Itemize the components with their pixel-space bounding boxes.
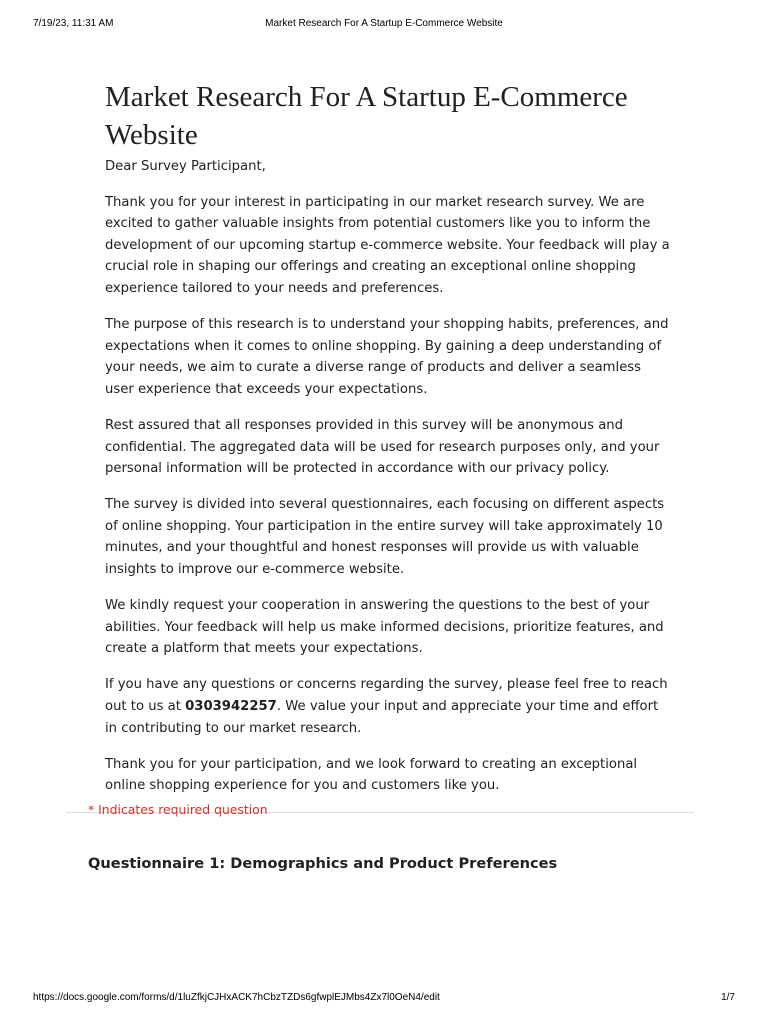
description-paragraph: The survey is divided into several questionnaires, each focusing on different aspects of online shopping. Your participation in the entire survey will take approximately 10 minutes, and your thoughtful and honest responses will provide us with valuable insights to improve our e-commerce website. bbox=[105, 497, 665, 577]
form-description bbox=[105, 156, 670, 811]
print-header bbox=[0, 18, 768, 34]
description-paragraph: Thank you for your interest in participating in our market research survey. We are excited to gather valuable insights from potential customers like you to inform the development of our upcoming startup e-commerce website. Your feedback will play a crucial role in shaping our offerings and creating an exceptional online shopping experience tailored to your needs and preferences. bbox=[105, 194, 670, 296]
description-paragraph: The purpose of this research is to understand your shopping habits, preferences, and expectations when it comes to online shopping. By gaining a deep understanding of your needs, we aim to curate a diverse range of products and deliver a seamless user experience that exceeds your expectations. bbox=[105, 317, 669, 397]
page-indicator: 1/7 bbox=[721, 992, 735, 1003]
contact-paragraph bbox=[105, 674, 670, 739]
print-url: https://docs.google.com/forms/d/1luZfkjCJHxACK7hCbzTZDs6gfwplEJMbs4Zx7l0OeN4/edit bbox=[33, 992, 440, 1003]
section-title: Questionnaire 1: Demographics and Product Preferences bbox=[88, 855, 558, 872]
greeting: Dear Survey Participant, bbox=[105, 159, 266, 174]
contact-phone: 0303942257 bbox=[185, 698, 277, 714]
print-page-title: Market Research For A Startup E-Commerce Website bbox=[265, 18, 503, 29]
description-paragraph: Rest assured that all responses provided in this survey will be anonymous and confidential. The aggregated data will be used for research purposes only, and your personal information will be protected in accordance with our privacy policy. bbox=[105, 417, 660, 477]
contact-text-before: If you have any questions or concerns regarding the survey, please feel free to reach out to us at bbox=[105, 677, 668, 714]
form-title: Market Research For A Startup E-Commerce Website bbox=[105, 81, 628, 151]
description-paragraph: We kindly request your cooperation in answering the questions to the best of your abilities. Your feedback will help us make informed decisions, prioritize features, and create a platform that meets your expectations. bbox=[105, 598, 664, 657]
description-paragraph: Thank you for your participation, and we look forward to creating an exceptional online shopping experience for you and customers like you. bbox=[105, 756, 638, 794]
required-question-note: * Indicates required question bbox=[88, 802, 268, 817]
contact-text-after: . We value your input and appreciate your time and effort in contributing to our market research. bbox=[105, 698, 659, 736]
print-datetime: 7/19/23, 11:31 AM bbox=[33, 18, 114, 29]
print-footer bbox=[0, 992, 768, 1008]
